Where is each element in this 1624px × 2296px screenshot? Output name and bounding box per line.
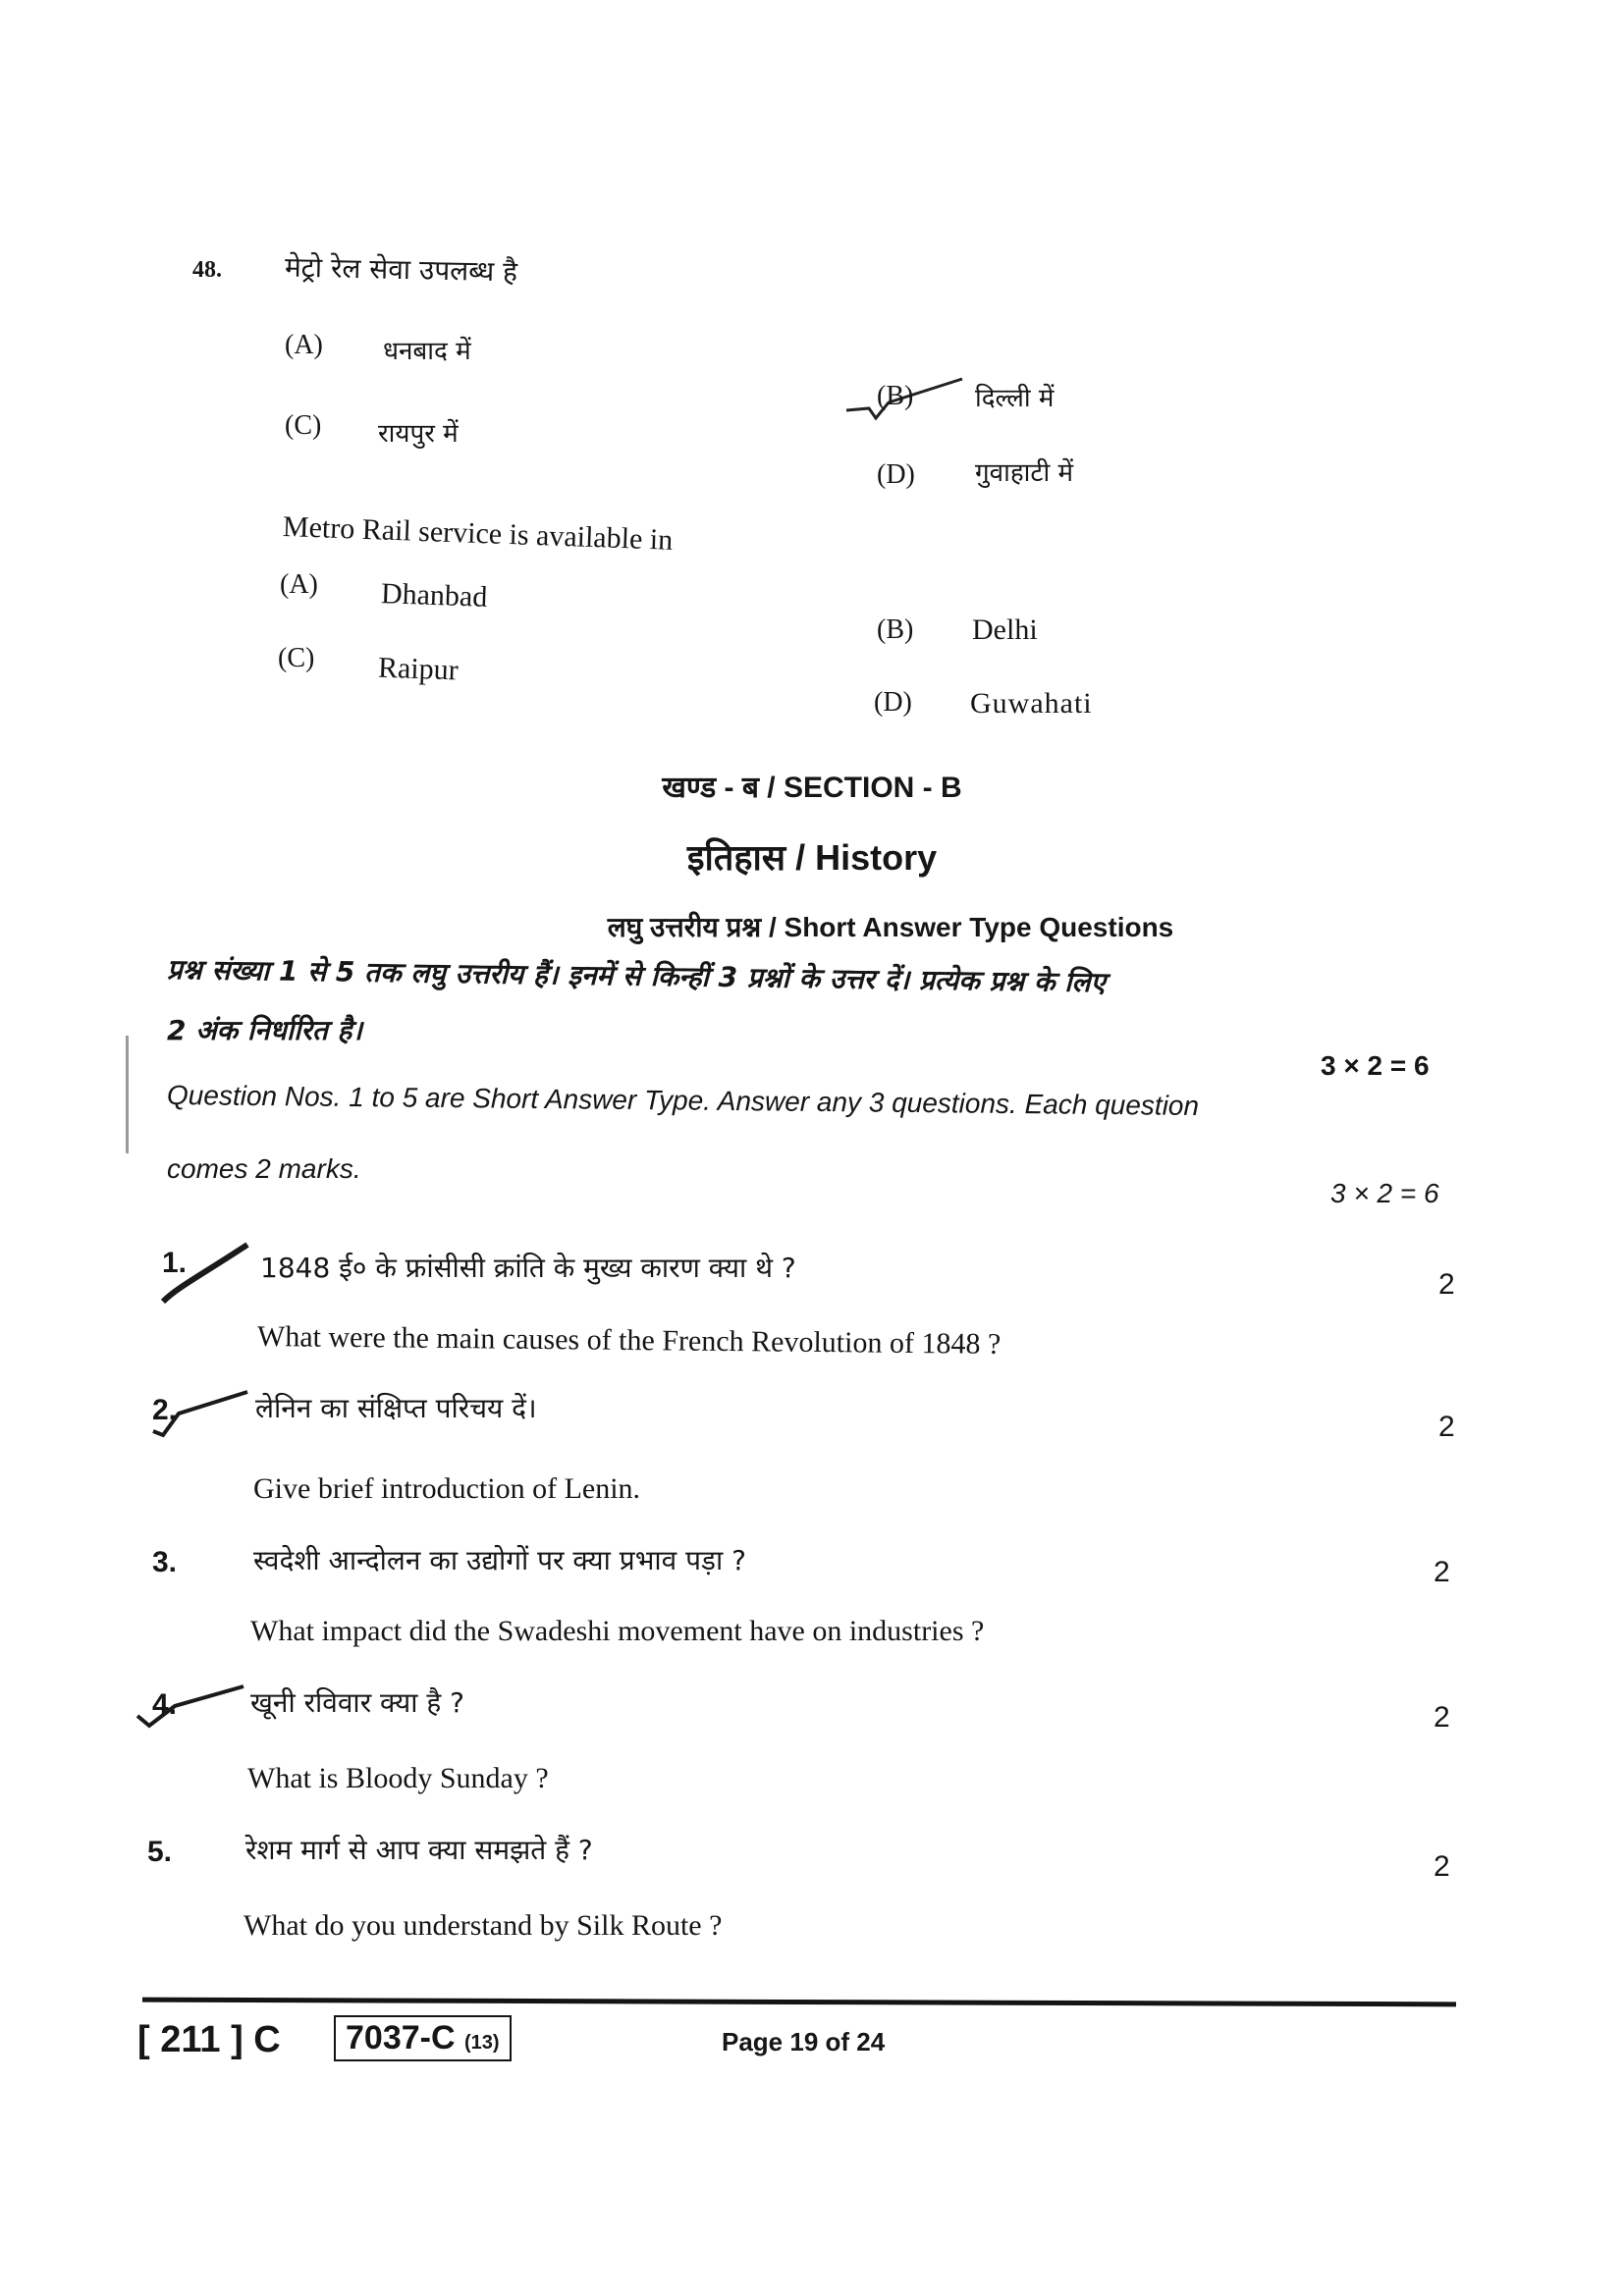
mcq-option-text-b-hi: दिल्ली में bbox=[975, 384, 1055, 413]
tick-mark-icon bbox=[157, 1239, 265, 1308]
question-marks: 2 bbox=[1434, 1556, 1450, 1588]
mcq-option-text-d-hi: गुवाहाटी में bbox=[975, 458, 1074, 488]
booklet-code-sub: (13) bbox=[463, 2032, 500, 2054]
mcq-option-label-c-en: (C) bbox=[278, 643, 315, 673]
instructions-english-line2: comes 2 marks. bbox=[167, 1153, 361, 1184]
question-english: What do you understand by Silk Route ? bbox=[244, 1909, 723, 1942]
question-marks: 2 bbox=[1438, 1411, 1455, 1443]
question-english: Give brief introduction of Lenin. bbox=[253, 1472, 641, 1505]
mcq-option-label-d-hi: (D) bbox=[877, 459, 915, 490]
question-hindi: लेनिन का संक्षिप्त परिचय दें। bbox=[255, 1392, 537, 1424]
question-english: What impact did the Swadeshi movement have on industries ? bbox=[250, 1615, 985, 1647]
instructions-english-line1: Question Nos. 1 to 5 are Short Answer Type. Answer any 3 questions. Each question bbox=[166, 1080, 1200, 1122]
booklet-code-box bbox=[334, 2015, 512, 2061]
paper-code: [ 211 ] C bbox=[137, 2019, 281, 2060]
mcq-question-english: Metro Rail service is available in bbox=[282, 510, 674, 557]
subject-title: इतिहास / History bbox=[686, 837, 938, 878]
question-number: 4. bbox=[152, 1688, 178, 1721]
question-marks: 2 bbox=[1438, 1268, 1455, 1301]
booklet-code: 7037-C bbox=[346, 2019, 456, 2056]
question-number: 5. bbox=[147, 1836, 173, 1868]
mcq-question-hindi: मेट्रो रेल सेवा उपलब्ध है bbox=[284, 250, 518, 289]
mcq-option-text-c-en: Raipur bbox=[377, 651, 460, 687]
question-english: What is Bloody Sunday ? bbox=[247, 1762, 549, 1794]
tick-mark-icon bbox=[149, 1384, 257, 1443]
mcq-option-text-b-en: Delhi bbox=[972, 614, 1038, 646]
question-hindi: खूनी रविवार क्या है ? bbox=[250, 1686, 465, 1719]
question-hindi: रेशम मार्ग से आप क्या समझते हैं ? bbox=[245, 1834, 593, 1866]
marks-formula-english: 3 × 2 = 6 bbox=[1330, 1178, 1439, 1208]
mcq-option-text-a-hi: धनबाद में bbox=[383, 337, 471, 366]
question-hindi: स्वदेशी आन्दोलन का उद्योगों पर क्या प्रभाव पड़ा ? bbox=[253, 1544, 747, 1576]
question-hindi: 1848 ई० के फ्रांसीसी क्रांति के मुख्य कारण क्या थे ? bbox=[260, 1252, 796, 1284]
mcq-option-label-a-hi: (A) bbox=[285, 330, 323, 360]
question-number: 3. bbox=[152, 1546, 178, 1578]
margin-line bbox=[126, 1036, 129, 1153]
section-title: खण्ड - ब / SECTION - B bbox=[662, 772, 962, 804]
mcq-option-label-d-en: (D) bbox=[874, 687, 912, 718]
page-number: Page 19 of 24 bbox=[722, 2027, 886, 2056]
mcq-option-label-a-en: (A) bbox=[280, 569, 318, 600]
question-number: 2. bbox=[152, 1394, 178, 1426]
question-number: 1. bbox=[162, 1247, 188, 1279]
question-marks: 2 bbox=[1434, 1850, 1450, 1883]
tick-mark-icon bbox=[135, 1677, 263, 1735]
mcq-option-text-d-en: Guwahati bbox=[970, 687, 1093, 720]
section-subtitle: लघु उत्तरीय प्रश्न / Short Answer Type Questions bbox=[607, 912, 1174, 942]
mcq-option-text-c-hi: रायपुर में bbox=[378, 419, 459, 449]
mcq-option-label-c-hi: (C) bbox=[285, 410, 322, 441]
marks-formula-hindi: 3 × 2 = 6 bbox=[1321, 1050, 1430, 1081]
footer-divider bbox=[142, 1998, 1456, 2007]
mcq-option-label-b-hi: (B) bbox=[877, 381, 914, 411]
mcq-option-text-a-en: Dhanbad bbox=[380, 577, 488, 614]
instructions-hindi-line1: प्रश्न संख्या 1 से 5 तक लघु उत्तरीय हैं। इनमें से किन्हीं 3 प्रश्नों के उत्तर दें। प्रत्येक प्रश्न के लिए bbox=[166, 953, 1107, 999]
mcq-number: 48. bbox=[192, 257, 222, 283]
question-marks: 2 bbox=[1434, 1701, 1450, 1734]
mcq-option-label-b-en: (B) bbox=[877, 614, 914, 645]
instructions-hindi-line2: 2 अंक निर्धारित है। bbox=[167, 1014, 363, 1046]
question-english: What were the main causes of the French Revolution of 1848 ? bbox=[256, 1320, 1001, 1361]
